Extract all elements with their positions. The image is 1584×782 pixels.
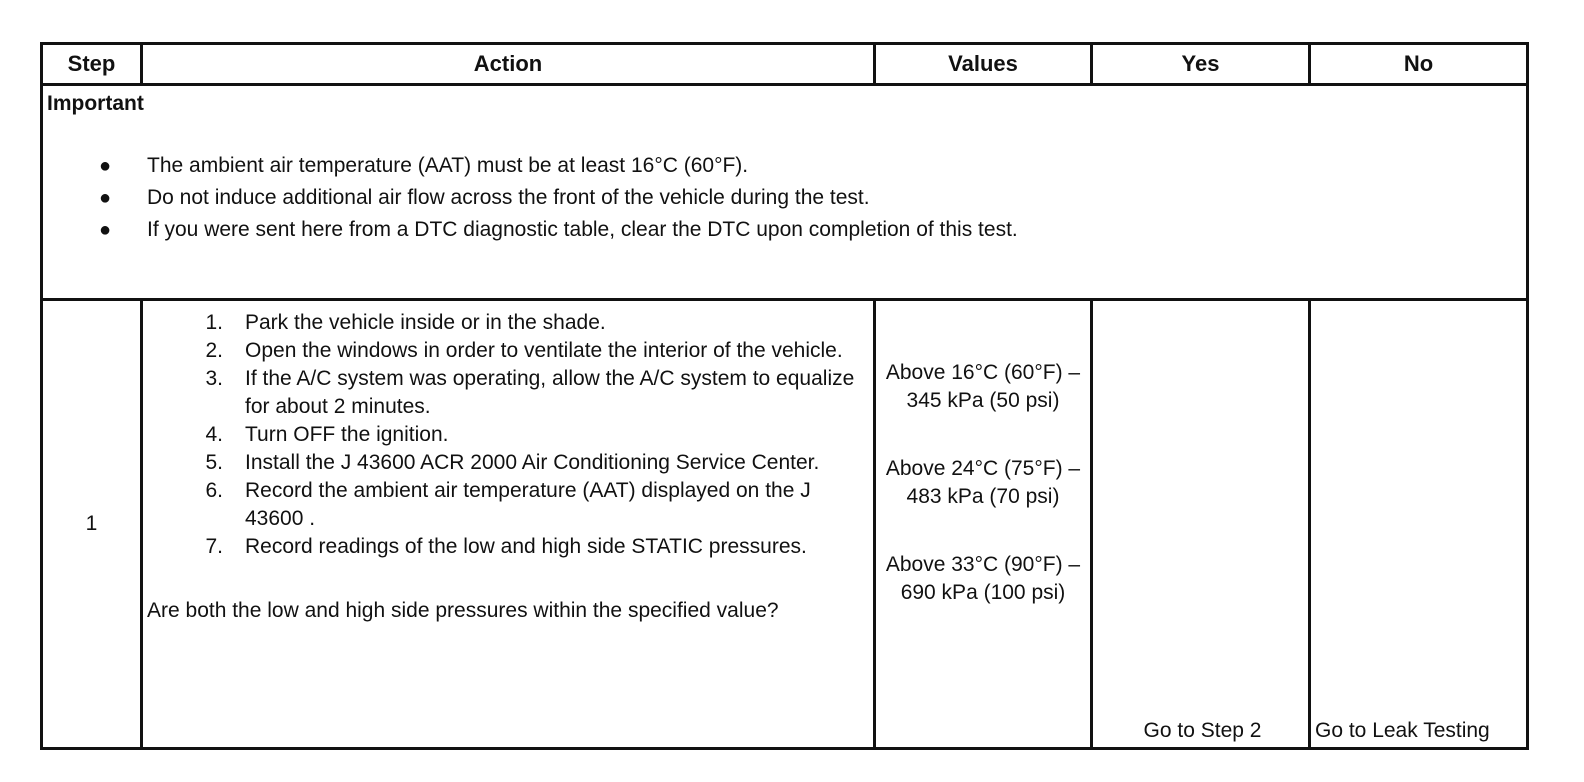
yes-cell: [1092, 300, 1310, 749]
yes-result: Go to Step 2: [1143, 719, 1262, 742]
values-cell: [875, 300, 1092, 749]
important-bullet-text: Do not induce additional air flow across the front of the vehicle during the test.: [147, 186, 870, 209]
action-item-text: Turn OFF the ignition.: [245, 423, 449, 446]
action-item-number: 2.: [205, 339, 223, 362]
action-item-number: 3.: [205, 367, 223, 390]
no-cell: [1310, 300, 1528, 749]
no-result: Go to Leak Testing: [1315, 719, 1490, 742]
important-bullet-text: The ambient air temperature (AAT) must be at least 16°C (60°F).: [147, 154, 749, 177]
important-bullet: [43, 150, 1526, 182]
action-item-text: If the A/C system was operating, allow the A/C system to equalize for about 2 minutes.: [245, 367, 855, 418]
bullet-icon: ●: [99, 219, 112, 241]
action-item: [143, 337, 873, 365]
action-item-number: 1.: [205, 311, 223, 334]
action-item-number: 4.: [205, 423, 223, 446]
action-item: [143, 365, 873, 421]
action-item: [143, 309, 873, 337]
value-threshold: Above 16°C (60°F) – 345 kPa (50 psi): [885, 361, 1081, 412]
action-item: [143, 477, 873, 533]
action-item-text: Record the ambient air temperature (AAT) displayed on the J 43600 .: [245, 479, 811, 530]
action-item-text: Install the J 43600 ACR 2000 Air Conditioning Service Center.: [245, 451, 820, 474]
action-item-text: Record readings of the low and high side STATIC pressures.: [245, 535, 807, 558]
step-number: 1: [42, 300, 142, 749]
important-bullet-text: If you were sent here from a DTC diagnostic table, clear the DTC upon completion of this test.: [147, 218, 1018, 241]
diagnostic-table: [40, 42, 1529, 750]
step-row: [42, 300, 1528, 749]
action-item-text: Park the vehicle inside or in the shade.: [245, 311, 606, 334]
action-item-number: 7.: [205, 535, 223, 558]
header-action: Action: [142, 44, 875, 85]
action-item-number: 5.: [205, 451, 223, 474]
action-item-text: Open the windows in order to ventilate the interior of the vehicle.: [245, 339, 843, 362]
action-item-number: 6.: [205, 479, 223, 502]
action-list: [143, 309, 873, 561]
important-bullet-list: [43, 150, 1526, 246]
action-cell: [142, 300, 875, 749]
action-item: [143, 449, 873, 477]
important-title: Important: [47, 92, 144, 115]
header-step: Step: [42, 44, 142, 85]
value-threshold: Above 33°C (90°F) – 690 kPa (100 psi): [885, 553, 1081, 604]
bullet-icon: ●: [99, 155, 112, 177]
action-item: [143, 533, 873, 561]
header-yes: Yes: [1092, 44, 1310, 85]
header-no: No: [1310, 44, 1528, 85]
action-item: [143, 421, 873, 449]
bullet-icon: ●: [99, 187, 112, 209]
important-bullet: [43, 182, 1526, 214]
important-cell: [42, 85, 1528, 300]
header-values: Values: [875, 44, 1092, 85]
step-question: Are both the low and high side pressures within the specified value?: [147, 599, 779, 622]
important-row: [42, 85, 1528, 300]
important-bullet: [43, 214, 1526, 246]
value-threshold: Above 24°C (75°F) – 483 kPa (70 psi): [885, 457, 1081, 508]
header-row: [42, 44, 1528, 85]
